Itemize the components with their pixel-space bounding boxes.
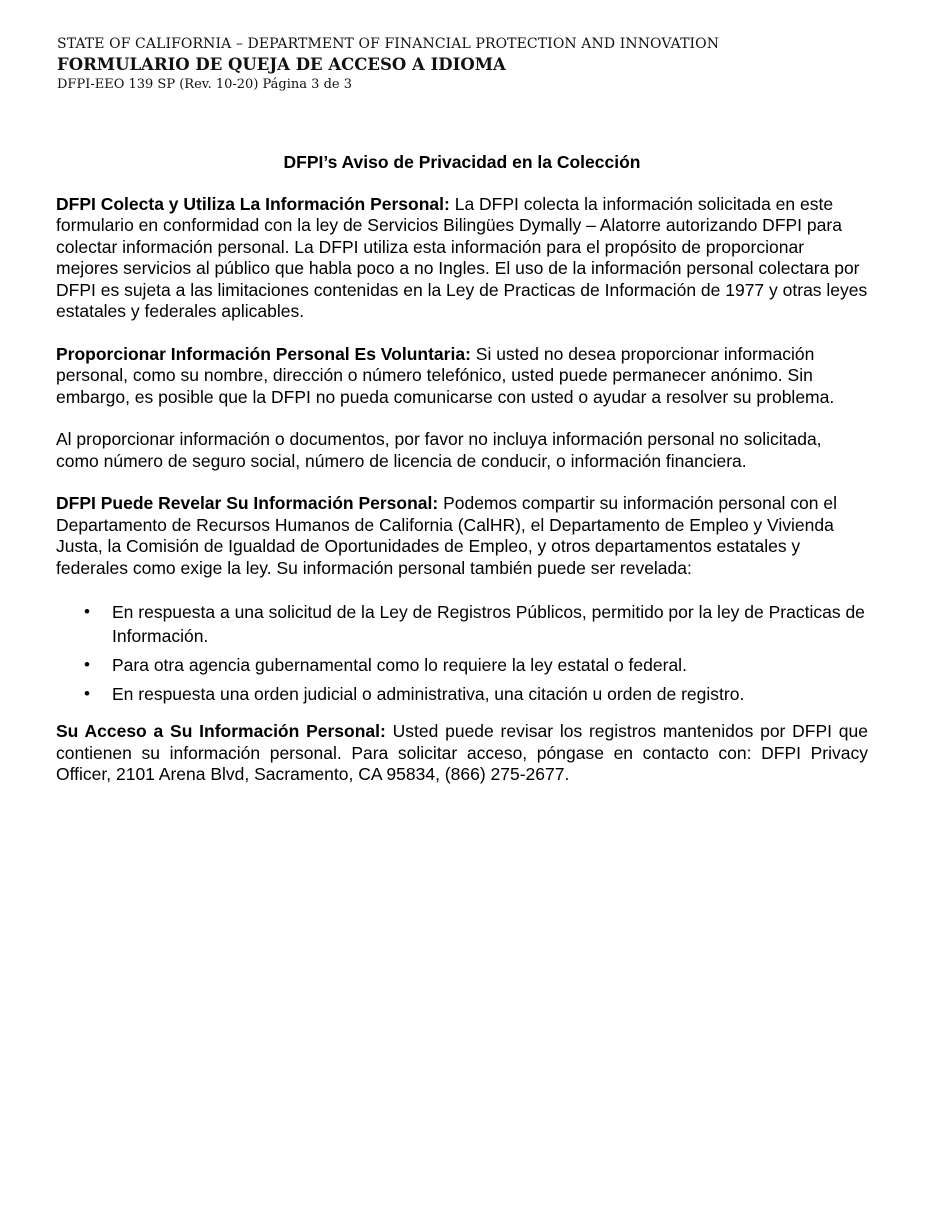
agency-line: STATE OF CALIFORNIA – DEPARTMENT OF FINANCIAL PROTECTION AND INNOVATION [57, 36, 720, 52]
section-disclose [56, 493, 868, 579]
section-no-unsolicited [56, 429, 868, 472]
disclosure-list [56, 600, 868, 706]
form-reference: DFPI-EEO 139 SP (Rev. 10-20) Página 3 de 3 [57, 77, 352, 92]
section-voluntary [56, 344, 868, 409]
notice-title: DFPI’s Aviso de Privacidad en la Colección [283, 152, 641, 172]
section-collect-heading: DFPI Colecta y Utiliza La Información Personal: [56, 193, 450, 214]
list-item: • En respuesta a una solicitud de la Ley de Registros Públicos, permitido por la ley de Practicas de Información. [56, 600, 868, 648]
privacy-notice [56, 152, 868, 807]
section-collect-text: La DFPI colecta la información solicitada en este formulario en conformidad con la ley de Servicios Bilingües Dymally – Alatorre autorizando DFPI para colectar información personal. La DFPI utiliza esta información para el propósito de proporcionar mejores servicios al público que habla poco a no Ingles. El uso de la información personal colectara por DFPI es sujeta a las limitaciones contenidas en la Ley de Practicas de Información de 1977 y otras leyes estatales y federales aplicables. [56, 193, 868, 321]
section-voluntary-heading: Proporcionar Información Personal Es Voluntaria: [56, 343, 471, 364]
form-title: FORMULARIO DE QUEJA DE ACCESO A IDIOMA [57, 55, 506, 74]
section-disclose-text: Podemos compartir su información personal con el Departamento de Recursos Humanos de California (CalHR), el Departamento de Empleo y Vivienda Justa, la Comisión de Igualdad de Oportunidades de Empleo, y otros departamentos estatales y federales como exige la ley. Su información personal también puede ser revelada: [56, 493, 838, 578]
list-item: • Para otra agencia gubernamental como lo requiere la ley estatal o federal. [56, 653, 868, 677]
section-voluntary-text: Si usted no desea proporcionar información personal, como su nombre, dirección o número telefónico, usted puede permanecer anónimo. Sin embargo, es posible que la DFPI no pueda comunicarse con usted o ayudar a resolver su problema. [56, 343, 835, 407]
section-collect [56, 194, 868, 323]
section-disclose-heading: DFPI Puede Revelar Su Información Personal: [56, 493, 439, 513]
form-header [57, 34, 719, 94]
section-access [56, 721, 868, 786]
section-access-heading: Su Acceso a Su Información Personal: [56, 721, 386, 741]
section-access-text: Usted puede revisar los registros mantenidos por DFPI que contienen su información personal. Para solicitar acceso, póngase en contacto con: DFPI Privacy Officer, 2101 Arena Blvd, Sacramento, CA 95834, (866) 275-2677. [56, 721, 868, 784]
list-item: • En respuesta una orden judicial o administrativa, una citación u orden de registro. [56, 682, 868, 706]
section-no-unsolicited-text: Al proporcionar información o documentos, por favor no incluya información personal no solicitada, como número de seguro social, número de licencia de conducir, o información financiera. [56, 429, 822, 471]
